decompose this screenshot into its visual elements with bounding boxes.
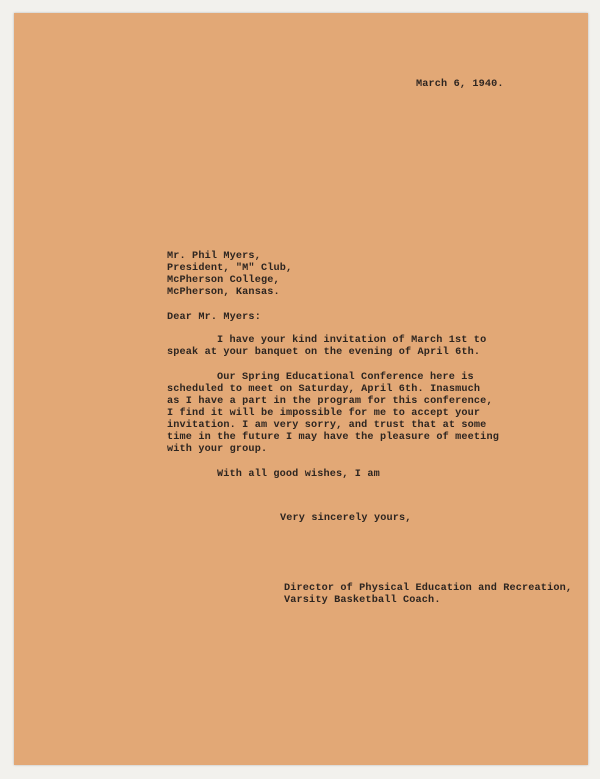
paragraph-line: I have your kind invitation of March 1st to	[217, 335, 487, 346]
paragraph-line: time in the future I may have the pleasure of meeting	[167, 432, 499, 443]
paragraph-line: as I have a part in the program for this conference,	[167, 396, 493, 407]
paragraph-line: Our Spring Educational Conference here is	[217, 372, 474, 383]
recipient-line: McPherson, Kansas.	[167, 287, 280, 298]
letter-date: March 6, 1940.	[416, 79, 504, 90]
paragraph-3: With all good wishes, I am	[217, 469, 380, 480]
paragraph-line: scheduled to meet on Saturday, April 6th. Inasmuch	[167, 384, 481, 395]
recipient-line: Mr. Phil Myers,	[167, 251, 261, 262]
closing: Very sincerely yours,	[280, 513, 412, 524]
salutation: Dear Mr. Myers:	[167, 312, 261, 323]
signature-line: Director of Physical Education and Recreation,	[284, 583, 573, 594]
recipient-line: President, "M" Club,	[167, 263, 293, 274]
paragraph-line: I find it will be impossible for me to accept your	[167, 408, 481, 419]
paragraph-line: with your group.	[167, 444, 268, 455]
paragraph-line: speak at your banquet on the evening of April 6th.	[167, 347, 481, 358]
paragraph-line: invitation. I am very sorry, and trust that at some	[167, 420, 487, 431]
recipient-line: McPherson College,	[167, 275, 280, 286]
letter-page	[14, 13, 588, 765]
signature-line: Varsity Basketball Coach.	[284, 595, 441, 606]
